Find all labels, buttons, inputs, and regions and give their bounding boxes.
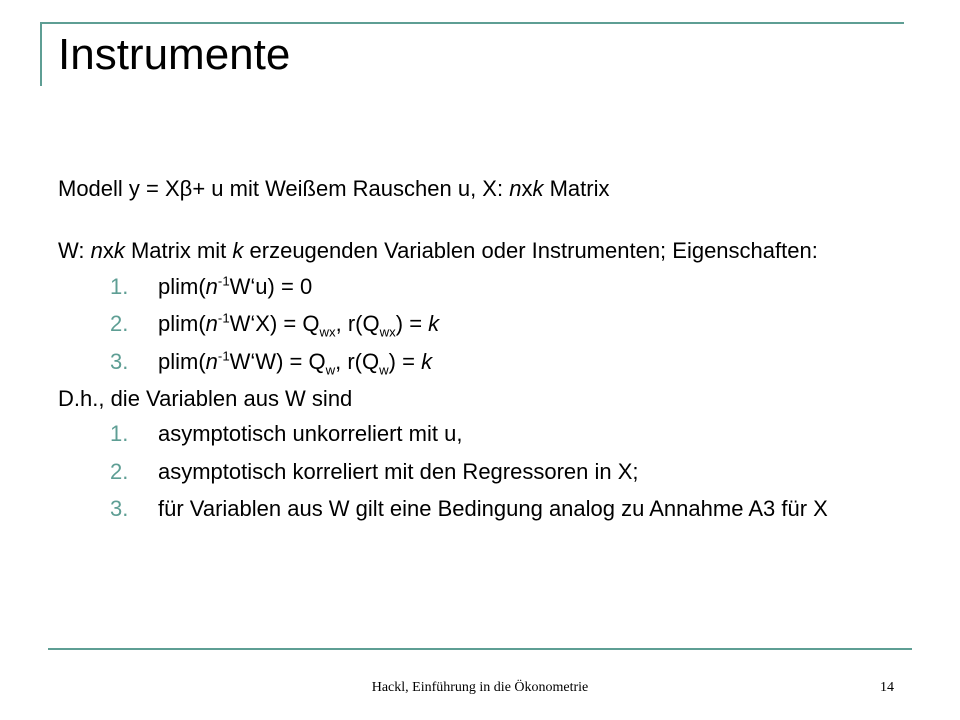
slide-content — [58, 176, 928, 534]
page-number: 14 — [880, 680, 894, 695]
list-item: 2. asymptotisch korreliert mit den Regressoren in X; — [110, 458, 639, 484]
list-item: 1. $plim(n^{-1}W‘u) = 0$ — [110, 273, 313, 299]
list-item: 1. asymptotisch unkorreliert mit u, — [110, 421, 463, 447]
list-item: 2. $plim(n^{-1}W‘X) = Q_{wx}$, $r(Q_{wx}) = k$ — [110, 310, 440, 340]
list-item: 3. für Variablen aus W gilt eine Bedingung analog zu Annahme A3 für X — [110, 496, 828, 522]
frame-top-line — [40, 22, 904, 24]
slide-title: Instrumente — [58, 30, 291, 79]
frame-bottom-line — [48, 648, 912, 650]
list-item: 3. $plim(n^{-1}W‘W) = Q_w$, $r(Q_w) = k$ — [110, 348, 433, 377]
w-line: W: nxk Matrix mit k erzeugenden Variablen oder Instrumenten; Eigenschaften: — [58, 238, 818, 264]
frame-left-line — [40, 22, 42, 86]
properties-list — [58, 274, 928, 375]
footer-text: Hackl, Einführung in die Ökonometrie — [371, 680, 589, 695]
dh-line: D.h., die Variablen aus W sind — [58, 385, 353, 411]
conclusions-list — [58, 421, 928, 522]
model-line: Modell y = Xβ+ u mit Weißem Rauschen u, X: nxk Matrix — [58, 176, 610, 201]
